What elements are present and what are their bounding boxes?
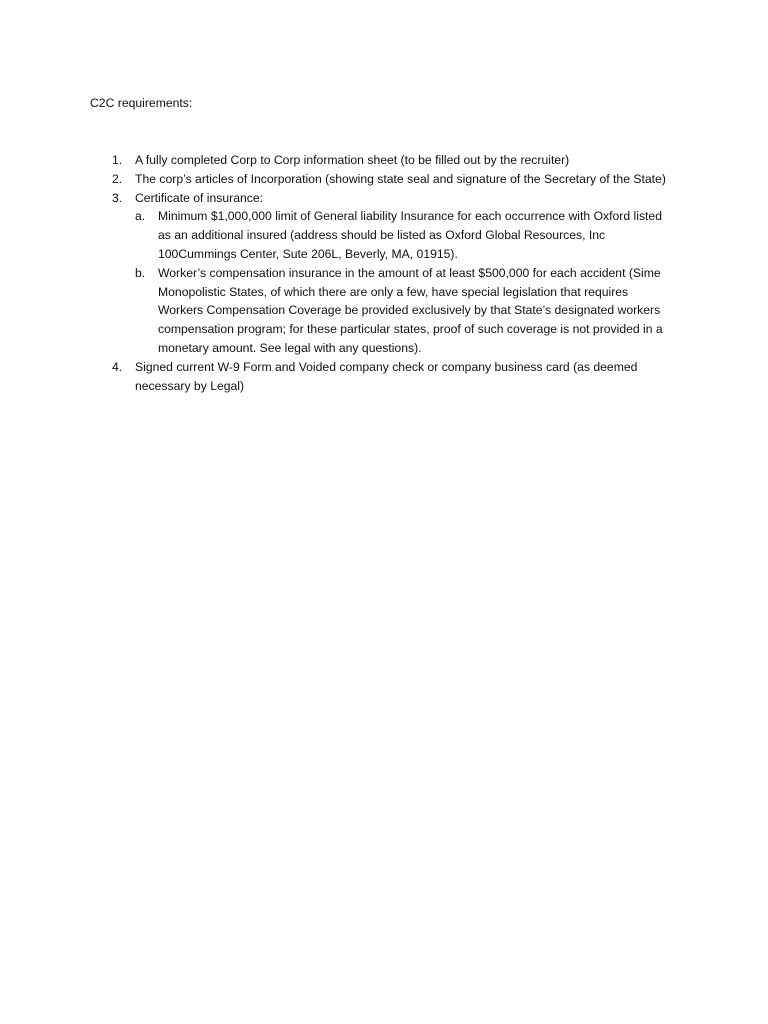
insurance-sub-list [135,207,670,357]
list-number: 2. [112,171,123,186]
sub-list-letter: a. [135,209,146,224]
document-title: C2C requirements: [90,96,193,110]
list-item-text: Certificate of insurance: [135,190,264,205]
list-item-text: Signed current W-9 Form and Voided company check or company business card (as deemed necessary by Legal) [135,359,638,393]
sub-list-item-text: Minimum $1,000,000 limit of General liability Insurance for each occurrence with Oxford listed as an additional insured (address should be listed as Oxford Global Resources, Inc 100Cummings Center, Sute 206L, Beverly, MA, 01915). [158,209,662,261]
list-item-3 [90,189,670,358]
list-number: 1. [112,153,123,167]
list-item-1 [90,151,670,170]
list-number: 3. [112,190,123,205]
list-item-4 [90,358,670,396]
list-item-text: The corp’s articles of Incorporation (showing state seal and signature of the Secretary of the State) [135,171,666,186]
sub-list-item-text: Worker’s compensation insurance in the amount of at least $500,000 for each accident (Sime Monopolistic States, of which there are only a few, have special legislation that requires Workers Compensation Coverage be provided exclusively by that State’s designated workers compensation program; for these particular states, proof of such coverage is not provided in a monetary amount. See legal with any questions). [158,265,663,355]
sub-list-item-a [135,207,670,263]
list-item-text: A fully completed Corp to Corp information sheet (to be filled out by the recruiter) [135,153,570,167]
list-item-2 [90,170,670,189]
requirements-list [90,151,670,395]
sub-list-item-b [135,264,670,358]
list-number: 4. [112,359,123,374]
sub-list-letter: b. [135,265,146,280]
